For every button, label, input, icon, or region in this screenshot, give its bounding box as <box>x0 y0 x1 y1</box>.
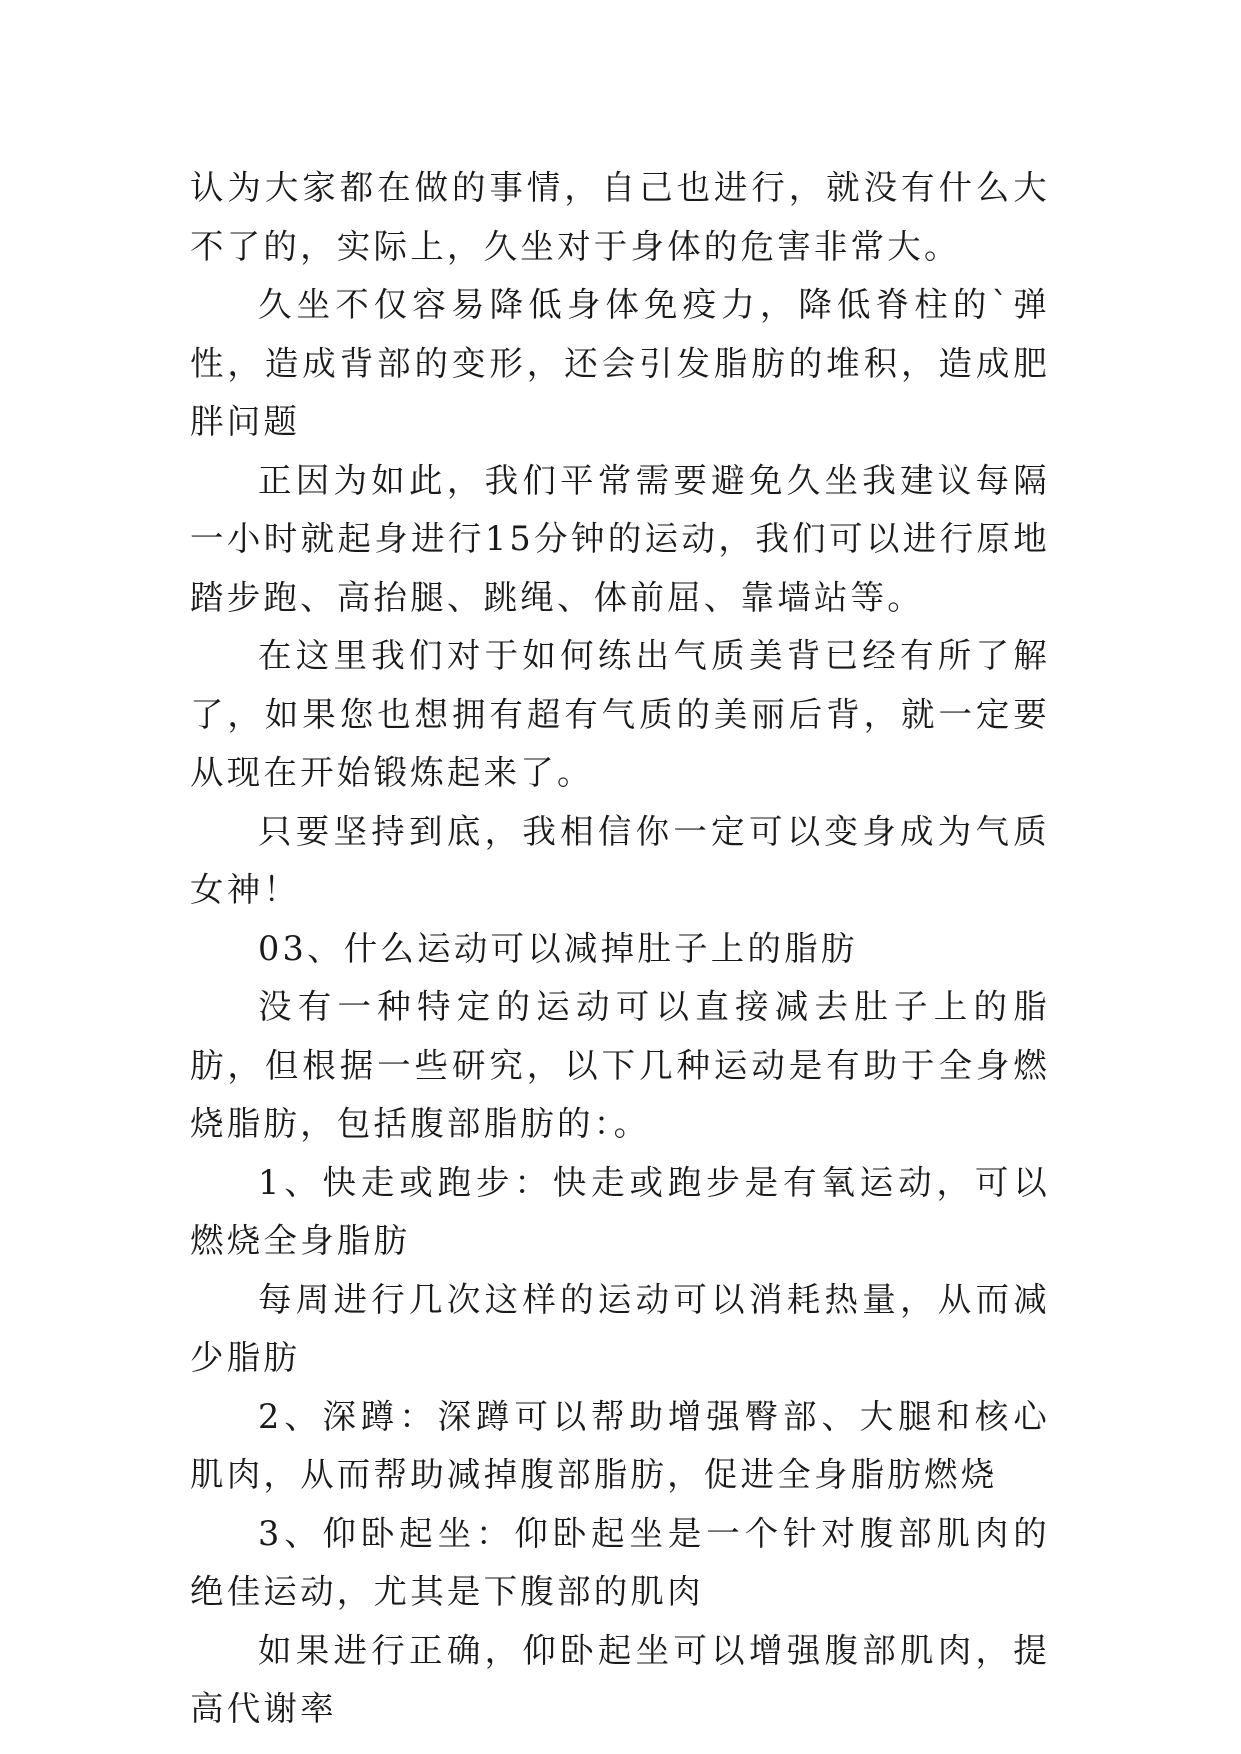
list-item-2: 2、深蹲：深蹲可以帮助增强臀部、大腿和核心肌肉，从而帮助减掉腹部脂肪，促进全身脂肪燃烧 <box>190 1396 1050 1494</box>
paragraph-4: 在这里我们对于如何练出气质美背已经有所了解了，如果您也想拥有超有气质的美丽后背，就一定要从现在开始锻炼起来了。 <box>190 636 1050 792</box>
paragraph-2: 久坐不仅容易降低身体免疫力，降低脊柱的`弹性，造成背部的变形，还会引发脂肪的堆积，造成肥胖问题 <box>190 285 1050 441</box>
paragraph-9: 每周进行几次这样的运动可以消耗热量，从而减少脂肪 <box>190 1279 1050 1377</box>
paragraph-7: 没有一种特定的运动可以直接减去肚子上的脂肪，但根据一些研究，以下几种运动是有助于全身燃烧脂肪，包括腹部脂肪的：。 <box>190 987 1050 1143</box>
section-heading-03: 03、什么运动可以减掉肚子上的脂肪 <box>258 928 858 968</box>
list-item-1: 1、快走或跑步：快走或跑步是有氧运动，可以燃烧全身脂肪 <box>190 1162 1050 1260</box>
list-item-3: 3、仰卧起坐：仰卧起坐是一个针对腹部肌肉的绝佳运动，尤其是下腹部的肌肉 <box>190 1513 1050 1611</box>
paragraph-1: 认为大家都在做的事情，自己也进行，就没有什么大不了的，实际上，久坐对于身体的危害非常大。 <box>190 168 1050 266</box>
paragraph-5: 只要坚持到底，我相信你一定可以变身成为气质女神！ <box>190 811 1050 909</box>
document-body <box>190 159 1050 1739</box>
paragraph-12: 如果进行正确，仰卧起坐可以增强腹部肌肉，提高代谢率 <box>190 1630 1050 1728</box>
paragraph-3: 正因为如此，我们平常需要避免久坐我建议每隔一小时就起身进行15分钟的运动，我们可以进行原地踏步跑、高抬腿、跳绳、体前屈、靠墙站等。 <box>190 460 1050 617</box>
